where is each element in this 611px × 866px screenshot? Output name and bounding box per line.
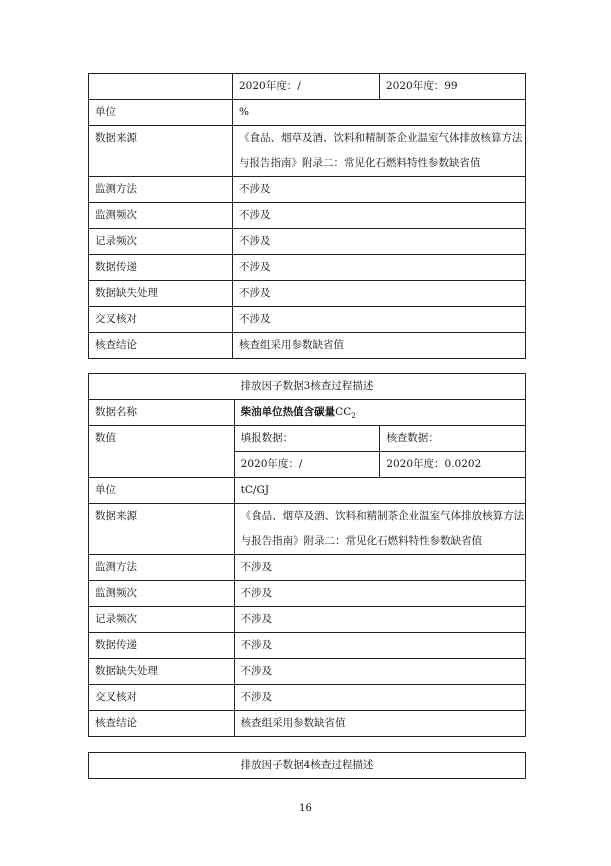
row-label: 数据传递 (89, 633, 235, 659)
table-row (89, 555, 526, 581)
table-header: 排放因子数据4核查过程描述 (89, 753, 526, 779)
row-label: 数值 (89, 426, 235, 478)
row-label: 记录频次 (89, 229, 233, 255)
table-row (89, 504, 526, 555)
row-value: 不涉及 (233, 177, 526, 203)
row-label: 记录频次 (89, 607, 235, 633)
empty-label-cell (89, 74, 233, 100)
row-value: 不涉及 (234, 607, 525, 633)
table-row (89, 229, 526, 255)
table-row (89, 478, 526, 504)
row-label: 数据名称 (89, 400, 235, 426)
table-row (89, 100, 526, 126)
data-name-text: 柴油单位热值含碳量 (240, 406, 336, 418)
row-value: 不涉及 (234, 581, 525, 607)
table-row (89, 426, 526, 452)
row-value: 不涉及 (234, 555, 525, 581)
table-row (89, 400, 526, 426)
row-value: 不涉及 (234, 685, 525, 711)
row-label: 核查结论 (89, 711, 235, 737)
table-row (89, 281, 526, 307)
row-value: 不涉及 (233, 229, 526, 255)
data-name-value (234, 400, 525, 426)
emission-factor-table-2-continued (88, 73, 526, 359)
data-formula: CC (335, 406, 352, 418)
row-label: 核查结论 (89, 333, 233, 359)
row-value: 不涉及 (233, 281, 526, 307)
reported-label-cell: 填报数据： (234, 426, 380, 452)
reported-value-cell: 2020年度：/ (234, 452, 380, 478)
table-header: 排放因子数据3核查过程描述 (89, 374, 526, 400)
table-row (89, 126, 526, 177)
table-row (89, 607, 526, 633)
checked-value-cell: 2020年度：99 (380, 74, 526, 100)
data-formula-subscript: 2 (351, 412, 356, 421)
table-row (89, 203, 526, 229)
row-value: 不涉及 (233, 307, 526, 333)
row-value: % (233, 100, 526, 126)
row-value: 不涉及 (233, 255, 526, 281)
checked-value-cell: 2020年度：0.0202 (380, 452, 526, 478)
reported-value-cell: 2020年度：/ (233, 74, 380, 100)
table-row (89, 307, 526, 333)
row-value: 不涉及 (234, 659, 525, 685)
emission-factor-table-3 (88, 373, 526, 737)
emission-factor-table-4 (88, 752, 526, 779)
row-label: 单位 (89, 100, 233, 126)
row-value: 《食品、烟草及酒、饮料和精制茶企业温室气体排放核算方法与报告指南》附录二：常见化石燃料特性参数缺省值 (233, 126, 526, 177)
table-row (89, 74, 526, 100)
table-row (89, 333, 526, 359)
table-row (89, 685, 526, 711)
row-label: 单位 (89, 478, 235, 504)
table-row (89, 633, 526, 659)
row-label: 监测频次 (89, 203, 233, 229)
row-label: 数据缺失处理 (89, 281, 233, 307)
row-label: 数据传递 (89, 255, 233, 281)
row-label: 监测频次 (89, 581, 235, 607)
page-number: 16 (299, 803, 312, 814)
table-row (89, 659, 526, 685)
row-label: 监测方法 (89, 177, 233, 203)
row-label: 交叉核对 (89, 685, 235, 711)
row-label: 数据来源 (89, 504, 235, 555)
table-row (89, 177, 526, 203)
table-row (89, 255, 526, 281)
row-value: 《食品、烟草及酒、饮料和精制茶企业温室气体排放核算方法与报告指南》附录二：常见化石燃料特性参数缺省值 (234, 504, 525, 555)
table-header-row (89, 374, 526, 400)
row-value: 核查组采用参数缺省值 (233, 333, 526, 359)
table-header-row (89, 753, 526, 779)
row-label: 交叉核对 (89, 307, 233, 333)
row-value: 不涉及 (234, 633, 525, 659)
row-value: 不涉及 (233, 203, 526, 229)
row-value: 核查组采用参数缺省值 (234, 711, 525, 737)
row-label: 数据来源 (89, 126, 233, 177)
row-value: tC/GJ (234, 478, 525, 504)
row-label: 数据缺失处理 (89, 659, 235, 685)
table-row (89, 581, 526, 607)
row-label: 监测方法 (89, 555, 235, 581)
table-row (89, 711, 526, 737)
checked-label-cell: 核查数据： (380, 426, 526, 452)
